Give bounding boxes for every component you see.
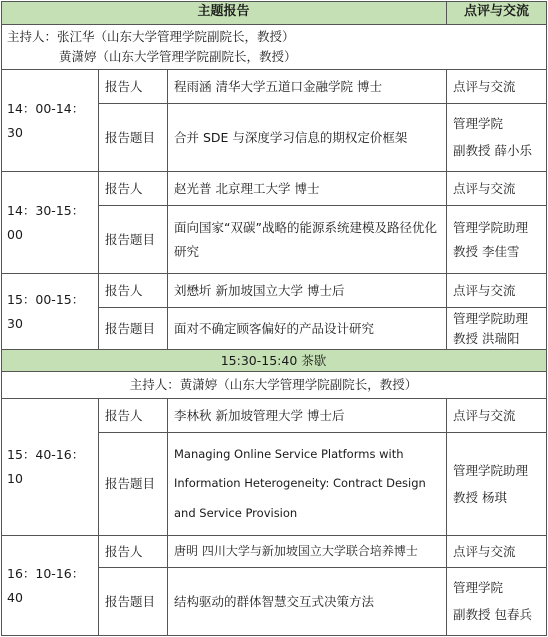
reviewer: 管理学院 副教授 薛小乐 [447,104,547,172]
schedule-table [1,1,547,636]
reporter-name: 赵光普 北京理工大学 博士 [168,172,447,206]
reporter-name: 唐明 四川大学与新加坡国立大学联合培养博士 [168,536,447,568]
topic-label: 报告题目 [99,568,168,636]
reviewer: 管理学院助理教授 李佳雪 [447,206,547,274]
topic-title: 面对不确定顾客偏好的产品设计研究 [168,308,447,350]
tea-break: 15:30-15:40 茶歇 [1,350,547,372]
reporter-label: 报告人 [99,536,168,568]
topic-title: 面向国家“双碳”战略的能源系统建模及路径优化研究 [168,206,447,274]
session-time: 14：00-14：30 [1,70,99,172]
topic-title: 合并 SDE 与深度学习信息的期权定价框架 [168,104,447,172]
review-label: 点评与交流 [447,70,547,104]
review-label: 点评与交流 [447,536,547,568]
session-time: 15：00-15：30 [1,274,99,350]
topic-title: Managing Online Service Platforms with Information Heterogeneity: Contract Design and Service Provision [168,433,447,536]
host-line: 主持人：黄潇婷（山东大学管理学院副院长，教授） [1,372,547,399]
header-topic: 主题报告 [1,1,447,25]
review-label: 点评与交流 [447,399,547,433]
reviewer: 管理学院助理教授 杨琪 [447,433,547,536]
header-review: 点评与交流 [447,1,547,25]
topic-title: 结构驱动的群体智慧交互式决策方法 [168,568,447,636]
host-line-2: 黄潇婷（山东大学管理学院副院长，教授） [59,49,297,64]
reporter-label: 报告人 [99,172,168,206]
reporter-label: 报告人 [99,70,168,104]
reporter-name: 程雨涵 清华大学五道口金融学院 博士 [168,70,447,104]
host-block-1 [1,25,547,70]
host-line-1: 主持人：张江华（山东大学管理学院副院长，教授） [7,29,295,44]
session-time: 15：40-16：10 [1,399,99,536]
reporter-name: 李林秋 新加坡管理大学 博士后 [168,399,447,433]
reviewer: 管理学院 副教授 包春兵 [447,568,547,636]
reporter-label: 报告人 [99,274,168,308]
topic-label: 报告题目 [99,308,168,350]
topic-label: 报告题目 [99,433,168,536]
session-time: 14：30-15：00 [1,172,99,274]
review-label: 点评与交流 [447,172,547,206]
reviewer: 管理学院助理教授 洪瑞阳 [447,308,547,350]
reporter-label: 报告人 [99,399,168,433]
topic-label: 报告题目 [99,206,168,274]
review-label: 点评与交流 [447,274,547,308]
topic-label: 报告题目 [99,104,168,172]
reporter-name: 刘懋圻 新加坡国立大学 博士后 [168,274,447,308]
session-time: 16：10-16：40 [1,536,99,636]
